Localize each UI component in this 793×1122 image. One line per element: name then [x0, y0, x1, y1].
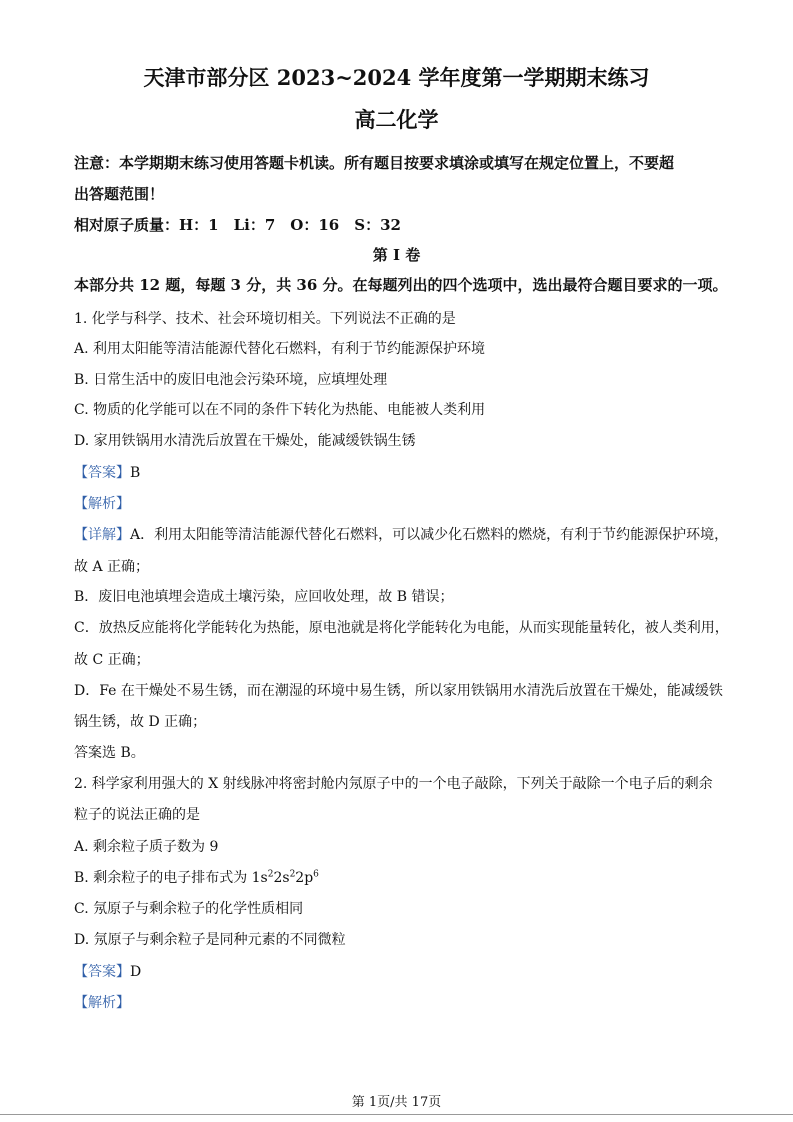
notice-line-1: 注意：本学期期末练习使用答题卡机读。所有题目按要求填涂或填写在规定位置上，不要超	[74, 154, 675, 172]
subject-title: 高二化学	[354, 107, 439, 132]
detail-text: A．利用太阳能等清洁能源代替化石燃料，可以减少化石燃料的燃烧，有利于节约能源保护环境，	[130, 527, 729, 543]
q2-stem-2: 粒子的说法正确的是	[74, 807, 200, 823]
q1-stem: 1. 化学与科学、技术、社会环境切相关。下列说法不正确的是	[74, 311, 456, 327]
option-b-text: B. 剩余粒子的电子排布式为 1s	[74, 870, 268, 886]
notice-line-2: 出答题范围！	[74, 185, 165, 203]
superscript: 6	[313, 869, 319, 880]
q1-option-b: B. 日常生活中的废旧电池会污染环境，应填埋处理	[74, 372, 388, 388]
q1-option-a: A. 利用太阳能等清洁能源代替化石燃料，有利于节约能源保护环境	[74, 341, 486, 357]
section-instructions: 本部分共 12 题，每题 3 分，共 36 分。在每题列出的四个选项中，选出最符合题目要求的一项。	[74, 276, 728, 294]
q1-detail-line: 答案选 B。	[74, 745, 145, 761]
q1-detail-line	[74, 524, 728, 544]
q2-option-a: A. 剩余粒子质子数为 9	[74, 839, 219, 855]
q2-answer	[74, 961, 141, 981]
q1-detail-line: C．放热反应能将化学能转化为热能，原电池就是将化学能转化为电能，从而实现能量转化，被人类利用，	[74, 620, 729, 636]
answer-tag: 【答案】	[74, 964, 130, 980]
option-b-text: 2p	[295, 870, 314, 886]
superscript: 2	[267, 869, 274, 880]
q2-option-c: C. 氖原子与剩余粒子的化学性质相同	[74, 901, 304, 917]
detail-tag: 【详解】	[74, 527, 130, 543]
section-title: 第 I 卷	[372, 246, 421, 264]
q1-option-d: D. 家用铁锅用水清洗后放置在干燥处，能减缓铁锅生锈	[74, 433, 416, 449]
q1-detail-line: D．Fe 在干燥处不易生锈，而在潮湿的环境中易生锈，所以家用铁锅用水清洗后放置在干燥处，能减缓铁	[74, 683, 723, 699]
exam-title: 天津市部分区 2023~2024 学年度第一学期期末练习	[143, 65, 650, 90]
answer-value: B	[130, 465, 141, 481]
q1-detail-line: 故 C 正确；	[74, 652, 150, 668]
q2-option-b	[74, 867, 319, 887]
q1-detail-line: 故 A 正确；	[74, 559, 150, 575]
q1-detail-line: B．废旧电池填埋会造成土壤污染，应回收处理，故 B 错误；	[74, 589, 454, 605]
footer-divider	[0, 1114, 793, 1115]
atomic-mass-line: 相对原子质量：H：1 Li：7 O：16 S：32	[74, 216, 401, 234]
q2-option-d: D. 氖原子与剩余粒子是同种元素的不同微粒	[74, 932, 346, 948]
q1-option-c: C. 物质的化学能可以在不同的条件下转化为热能、电能被人类利用	[74, 402, 486, 418]
page-number: 第 1页/共 17页	[351, 1095, 442, 1110]
q1-answer	[74, 462, 140, 482]
option-b-text: 2s	[273, 870, 290, 886]
q2-stem-1: 2. 科学家利用强大的 X 射线脉冲将密封舱内氖原子中的一个电子敲除，下列关于敲除一个电子后的剩余	[74, 776, 713, 792]
q1-analysis-tag: 【解析】	[74, 496, 130, 512]
q2-analysis-tag: 【解析】	[74, 995, 130, 1011]
answer-tag: 【答案】	[74, 465, 130, 481]
answer-value: D	[130, 964, 142, 980]
superscript: 2	[289, 869, 296, 880]
q1-detail-line: 锅生锈，故 D 正确；	[74, 714, 207, 730]
